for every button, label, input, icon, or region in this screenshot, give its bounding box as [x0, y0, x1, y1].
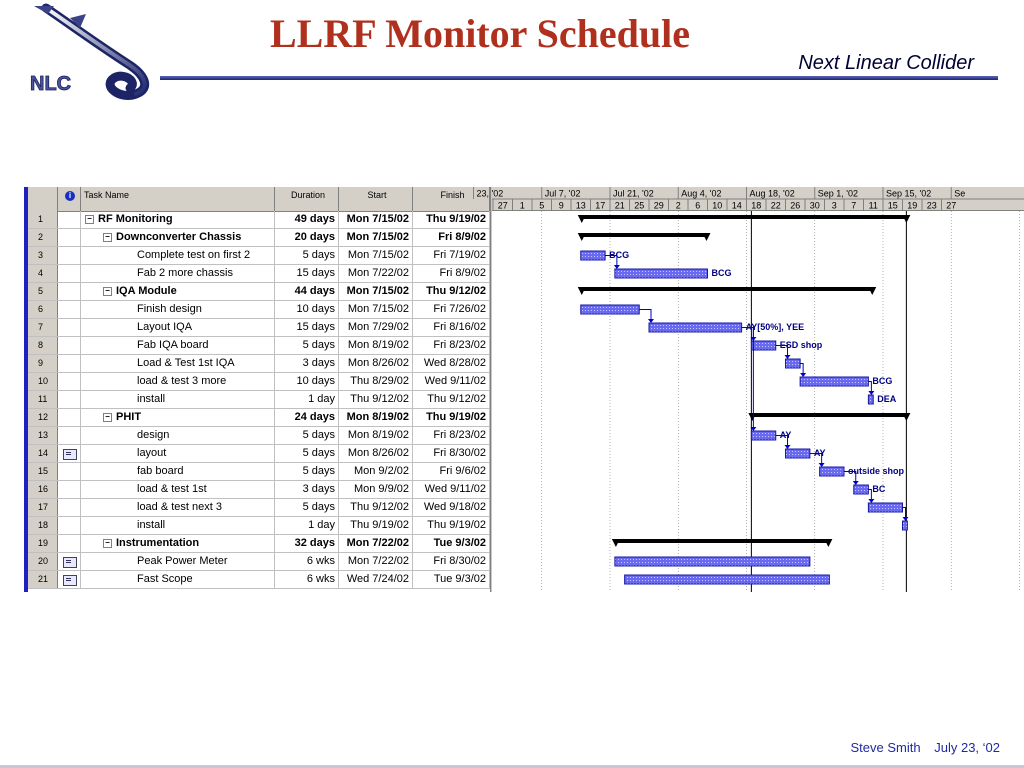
summary-bar	[581, 233, 708, 237]
note-icon[interactable]	[63, 557, 77, 568]
duration-cell[interactable]: 5 days	[275, 499, 339, 516]
finish-cell[interactable]: Tue 9/3/02	[413, 571, 490, 588]
task-name: Fast Scope	[137, 573, 193, 585]
table-row[interactable]	[28, 481, 490, 499]
row-id[interactable]: 6	[28, 301, 58, 318]
task-name-cell[interactable]	[81, 355, 275, 372]
table-row[interactable]	[28, 247, 490, 265]
header-task-name[interactable]: Task Name	[81, 187, 275, 211]
task-name-cell[interactable]	[81, 247, 275, 264]
task-bar	[800, 377, 868, 386]
dependency-arrow	[853, 481, 859, 485]
task-bar	[786, 359, 801, 368]
table-row[interactable]	[28, 319, 490, 337]
row-indicator	[58, 211, 81, 228]
dependency-arrow	[648, 319, 654, 323]
task-name: Downconverter Chassis	[116, 231, 242, 243]
finish-cell[interactable]: Fri 8/23/02	[413, 337, 490, 354]
minor-tick-label: 2	[675, 200, 681, 211]
task-name-cell[interactable]	[81, 373, 275, 390]
duration-cell[interactable]: 20 days	[275, 229, 339, 246]
dependency-arrow	[614, 265, 620, 269]
finish-cell[interactable]: Fri 9/6/02	[413, 463, 490, 480]
dependency-link	[639, 310, 651, 321]
start-cell[interactable]: Mon 7/29/02	[339, 319, 413, 336]
task-bar-label: BCG	[609, 250, 630, 260]
task-name-cell[interactable]	[81, 211, 275, 228]
major-tick-label: Sep 15, '02	[886, 188, 932, 199]
header-rule	[160, 76, 998, 80]
nlc-logo	[24, 2, 164, 106]
table-row[interactable]	[28, 427, 490, 445]
row-id[interactable]: 8	[28, 337, 58, 354]
row-id[interactable]: 5	[28, 283, 58, 300]
task-bar	[625, 575, 830, 584]
start-cell[interactable]: Thu 9/12/02	[339, 499, 413, 516]
task-bar-label: AY	[813, 448, 826, 458]
start-cell[interactable]: Mon 7/22/02	[339, 553, 413, 570]
row-id[interactable]: 9	[28, 355, 58, 372]
collapse-toggle-icon[interactable]: −	[103, 413, 112, 422]
minor-tick-label: 27	[946, 200, 957, 211]
task-bar-label: BC	[872, 484, 886, 494]
task-bar-label: BCG	[872, 376, 893, 386]
start-cell[interactable]: Mon 7/15/02	[339, 211, 413, 228]
finish-cell[interactable]: Tue 9/3/02	[413, 535, 490, 552]
summary-bar	[581, 287, 874, 291]
footer-date: July 23, ‘02	[934, 740, 1000, 755]
row-indicator	[58, 301, 81, 318]
table-row[interactable]	[28, 337, 490, 355]
dependency-arrow	[785, 355, 791, 359]
minor-tick-label: 19	[907, 200, 918, 211]
task-name: Fab IQA board	[137, 339, 209, 351]
row-id[interactable]: 2	[28, 229, 58, 246]
row-id[interactable]: 14	[28, 445, 58, 462]
start-cell[interactable]: Mon 9/9/02	[339, 481, 413, 498]
task-bar	[820, 467, 844, 476]
minor-tick-label: 18	[751, 200, 762, 211]
task-name: Layout IQA	[137, 321, 193, 333]
task-bar	[751, 341, 775, 350]
task-bar-label: outside shop	[848, 466, 904, 476]
dependency-arrow	[800, 373, 806, 377]
duration-cell[interactable]: 5 days	[275, 427, 339, 444]
task-bar	[615, 557, 810, 566]
task-bar-label: DEA	[877, 394, 897, 404]
row-id[interactable]: 7	[28, 319, 58, 336]
minor-tick-label: 15	[887, 200, 898, 211]
task-bar	[868, 395, 873, 404]
task-name-cell[interactable]	[81, 409, 275, 426]
row-indicator	[58, 373, 81, 390]
task-bar	[868, 503, 902, 512]
duration-cell[interactable]: 32 days	[275, 535, 339, 552]
table-row[interactable]	[28, 373, 490, 391]
task-name: RF Monitoring	[98, 213, 173, 225]
task-name: Finish design	[137, 303, 202, 315]
info-icon: i	[65, 191, 75, 201]
task-bar	[903, 521, 908, 530]
major-tick-label: Se	[954, 188, 966, 199]
gantt-chart	[476, 187, 1024, 592]
task-name: design	[137, 429, 170, 441]
table-row[interactable]	[28, 355, 490, 373]
summary-bar	[581, 215, 908, 219]
table-row[interactable]	[28, 211, 490, 229]
duration-cell[interactable]: 10 days	[275, 301, 339, 318]
row-indicator	[58, 571, 81, 588]
gantt-view	[24, 187, 1024, 592]
row-indicator	[58, 337, 81, 354]
task-name: load & test next 3	[137, 501, 222, 513]
major-tick-label: Jul 21, '02	[613, 188, 654, 199]
duration-cell[interactable]: 15 days	[275, 319, 339, 336]
start-cell[interactable]: Mon 7/22/02	[339, 535, 413, 552]
task-bar-label: AY[50%], YEE	[745, 322, 805, 332]
gantt-chart-svg	[476, 187, 1024, 592]
table-row[interactable]	[28, 391, 490, 409]
task-name-cell[interactable]	[81, 517, 275, 534]
table-row[interactable]	[28, 463, 490, 481]
row-indicator	[58, 445, 81, 462]
logo-text: NLC	[30, 73, 72, 95]
row-id[interactable]: 19	[28, 535, 58, 552]
duration-cell[interactable]: 6 wks	[275, 553, 339, 570]
row-id[interactable]: 21	[28, 571, 58, 588]
table-row[interactable]	[28, 571, 490, 589]
finish-cell[interactable]: Fri 7/19/02	[413, 247, 490, 264]
note-icon[interactable]	[63, 575, 77, 586]
minor-tick-label: 10	[712, 200, 723, 211]
table-row[interactable]	[28, 229, 490, 247]
finish-cell[interactable]: Fri 8/9/02	[413, 229, 490, 246]
minor-tick-label: 21	[614, 200, 625, 211]
finish-cell[interactable]: Thu 9/19/02	[413, 409, 490, 426]
row-id[interactable]: 11	[28, 391, 58, 408]
task-name: load & test 1st	[137, 483, 207, 495]
task-name: fab board	[137, 465, 184, 477]
task-name: Load & Test 1st IQA	[137, 357, 235, 369]
minor-tick-label: 13	[575, 200, 586, 211]
row-indicator	[58, 391, 81, 408]
summary-bar	[615, 539, 830, 543]
table-row[interactable]	[28, 517, 490, 535]
task-name-cell[interactable]	[81, 499, 275, 516]
finish-cell[interactable]: Wed 9/11/02	[413, 481, 490, 498]
major-tick-label: Jul 7, '02	[544, 188, 581, 199]
start-cell[interactable]: Mon 8/26/02	[339, 445, 413, 462]
minor-tick-label: 7	[851, 200, 857, 211]
duration-cell[interactable]: 5 days	[275, 247, 339, 264]
minor-tick-label: 25	[634, 200, 645, 211]
task-name-cell[interactable]	[81, 319, 275, 336]
finish-cell[interactable]: Thu 9/12/02	[413, 283, 490, 300]
header-indicators[interactable]	[58, 187, 81, 211]
minor-tick-label: 14	[731, 200, 742, 211]
minor-tick-label: 17	[595, 200, 606, 211]
duration-cell[interactable]: 6 wks	[275, 571, 339, 588]
major-tick-label: Aug 4, '02	[681, 188, 722, 199]
duration-cell[interactable]: 5 days	[275, 463, 339, 480]
row-id[interactable]: 12	[28, 409, 58, 426]
row-indicator	[58, 535, 81, 552]
table-row[interactable]	[28, 445, 490, 463]
major-tick-label: 23, '02	[476, 188, 504, 199]
start-cell[interactable]: Mon 7/15/02	[339, 229, 413, 246]
task-name-cell[interactable]	[81, 301, 275, 318]
task-name-cell[interactable]	[81, 229, 275, 246]
table-row[interactable]	[28, 553, 490, 571]
duration-cell[interactable]: 5 days	[275, 445, 339, 462]
minor-tick-label: 1	[519, 200, 525, 211]
finish-cell[interactable]: Fri 8/30/02	[413, 553, 490, 570]
task-bar-label: ESD shop	[779, 340, 823, 350]
dependency-arrow	[868, 499, 874, 503]
finish-cell[interactable]: Wed 9/11/02	[413, 373, 490, 390]
task-bar	[786, 449, 810, 458]
task-name-cell[interactable]	[81, 571, 275, 588]
footer	[841, 740, 1000, 755]
duration-cell[interactable]: 1 day	[275, 391, 339, 408]
row-id[interactable]: 15	[28, 463, 58, 480]
table-row[interactable]	[28, 301, 490, 319]
start-cell[interactable]: Mon 7/15/02	[339, 301, 413, 318]
finish-cell[interactable]: Wed 8/28/02	[413, 355, 490, 372]
task-name: layout	[137, 447, 167, 459]
start-cell[interactable]: Mon 7/15/02	[339, 247, 413, 264]
task-name-cell[interactable]	[81, 553, 275, 570]
finish-cell[interactable]: Fri 8/23/02	[413, 427, 490, 444]
dependency-arrow	[903, 517, 909, 521]
summary-bar	[751, 413, 907, 417]
task-name-cell[interactable]	[81, 265, 275, 282]
duration-cell[interactable]: 10 days	[275, 373, 339, 390]
task-bar	[751, 431, 775, 440]
row-indicator	[58, 499, 81, 516]
finish-cell[interactable]: Fri 8/16/02	[413, 319, 490, 336]
minor-tick-label: 26	[790, 200, 801, 211]
duration-cell[interactable]: 3 days	[275, 355, 339, 372]
duration-cell[interactable]: 49 days	[275, 211, 339, 228]
row-indicator	[58, 265, 81, 282]
minor-tick-label: 6	[695, 200, 701, 211]
task-name: Peak Power Meter	[137, 555, 228, 567]
row-id[interactable]: 20	[28, 553, 58, 570]
table-row[interactable]	[28, 265, 490, 283]
header-finish[interactable]: Finish	[413, 187, 490, 211]
finish-cell[interactable]: Wed 9/18/02	[413, 499, 490, 516]
task-bar	[581, 251, 605, 260]
row-id[interactable]: 4	[28, 265, 58, 282]
task-name-cell[interactable]	[81, 463, 275, 480]
header-id[interactable]	[28, 187, 58, 211]
task-name: Instrumentation	[116, 537, 200, 549]
major-tick-label: Aug 18, '02	[749, 188, 795, 199]
start-cell[interactable]: Thu 8/29/02	[339, 373, 413, 390]
duration-cell[interactable]: 15 days	[275, 265, 339, 282]
row-indicator	[58, 409, 81, 426]
finish-cell[interactable]: Fri 8/30/02	[413, 445, 490, 462]
start-cell[interactable]: Mon 7/22/02	[339, 265, 413, 282]
row-id[interactable]: 1	[28, 211, 58, 228]
minor-tick-label: 11	[868, 200, 878, 211]
task-name-cell[interactable]	[81, 481, 275, 498]
row-indicator	[58, 553, 81, 570]
task-name: load & test 3 more	[137, 375, 227, 387]
task-bar	[649, 323, 742, 332]
start-cell[interactable]: Mon 8/19/02	[339, 427, 413, 444]
task-name-cell[interactable]	[81, 337, 275, 354]
finish-cell[interactable]: Fri 7/26/02	[413, 301, 490, 318]
task-name-cell[interactable]	[81, 535, 275, 552]
start-cell[interactable]: Thu 9/19/02	[339, 517, 413, 534]
table-row[interactable]	[28, 535, 490, 553]
row-id[interactable]: 18	[28, 517, 58, 534]
finish-cell[interactable]: Thu 9/12/02	[413, 391, 490, 408]
task-bar	[581, 305, 640, 314]
minor-tick-label: 22	[770, 200, 781, 211]
start-cell[interactable]: Mon 9/2/02	[339, 463, 413, 480]
task-bar-label: AY	[779, 430, 792, 440]
collapse-toggle-icon[interactable]: −	[103, 539, 112, 548]
slide-subtitle: Next Linear Collider	[798, 52, 974, 74]
task-name-cell[interactable]	[81, 445, 275, 462]
row-indicator	[58, 229, 81, 246]
start-cell[interactable]: Mon 8/19/02	[339, 337, 413, 354]
task-table	[28, 187, 490, 592]
task-name: PHIT	[116, 411, 142, 423]
start-cell[interactable]: Mon 8/19/02	[339, 409, 413, 426]
task-name: install	[137, 393, 166, 405]
task-name: Complete test on first 2	[137, 249, 251, 261]
finish-cell[interactable]: Thu 9/19/02	[413, 517, 490, 534]
minor-tick-label: 27	[497, 200, 508, 211]
task-name: Fab 2 more chassis	[137, 267, 233, 279]
task-bar	[854, 485, 869, 494]
header-duration[interactable]: Duration	[275, 187, 339, 211]
dependency-arrow	[819, 463, 825, 467]
row-indicator	[58, 247, 81, 264]
minor-tick-label: 23	[926, 200, 937, 211]
duration-cell[interactable]: 3 days	[275, 481, 339, 498]
collapse-toggle-icon[interactable]: −	[103, 233, 112, 242]
note-icon[interactable]	[63, 449, 77, 460]
task-name: IQA Module	[116, 285, 177, 297]
start-cell[interactable]: Wed 7/24/02	[339, 571, 413, 588]
row-id[interactable]: 17	[28, 499, 58, 516]
slide-title: LLRF Monitor Schedule	[270, 11, 691, 56]
table-row[interactable]	[28, 283, 490, 301]
row-id[interactable]: 10	[28, 373, 58, 390]
task-bar-label: BCG	[711, 268, 732, 278]
finish-cell[interactable]: Fri 8/9/02	[413, 265, 490, 282]
major-tick-label: Sep 1, '02	[817, 188, 858, 199]
row-indicator	[58, 481, 81, 498]
row-id[interactable]: 3	[28, 247, 58, 264]
task-name-cell[interactable]	[81, 283, 275, 300]
task-name-cell[interactable]	[81, 427, 275, 444]
row-id[interactable]: 16	[28, 481, 58, 498]
row-indicator	[58, 463, 81, 480]
dependency-arrow	[785, 445, 791, 449]
task-name-cell[interactable]	[81, 391, 275, 408]
row-indicator	[58, 427, 81, 444]
start-cell[interactable]: Mon 7/15/02	[339, 283, 413, 300]
row-id[interactable]: 13	[28, 427, 58, 444]
table-header	[28, 187, 490, 212]
minor-tick-label: 30	[809, 200, 820, 211]
start-cell[interactable]: Thu 9/12/02	[339, 391, 413, 408]
duration-cell[interactable]: 1 day	[275, 517, 339, 534]
task-bar	[615, 269, 708, 278]
header-start[interactable]: Start	[339, 187, 413, 211]
task-name: install	[137, 519, 166, 531]
finish-cell[interactable]: Thu 9/19/02	[413, 211, 490, 228]
table-row[interactable]	[28, 409, 490, 427]
row-indicator	[58, 319, 81, 336]
duration-cell[interactable]: 24 days	[275, 409, 339, 426]
collapse-toggle-icon[interactable]: −	[103, 287, 112, 296]
row-indicator	[58, 355, 81, 372]
minor-tick-label: 9	[558, 200, 564, 211]
collapse-toggle-icon[interactable]: −	[85, 215, 94, 224]
row-indicator	[58, 283, 81, 300]
duration-cell[interactable]: 44 days	[275, 283, 339, 300]
minor-tick-label: 5	[539, 200, 545, 211]
minor-tick-label: 3	[831, 200, 837, 211]
row-indicator	[58, 517, 81, 534]
start-cell[interactable]: Mon 8/26/02	[339, 355, 413, 372]
minor-tick-label: 29	[653, 200, 664, 211]
table-row[interactable]	[28, 499, 490, 517]
footer-author: Steve Smith	[850, 740, 921, 755]
duration-cell[interactable]: 5 days	[275, 337, 339, 354]
dependency-arrow	[868, 391, 874, 395]
